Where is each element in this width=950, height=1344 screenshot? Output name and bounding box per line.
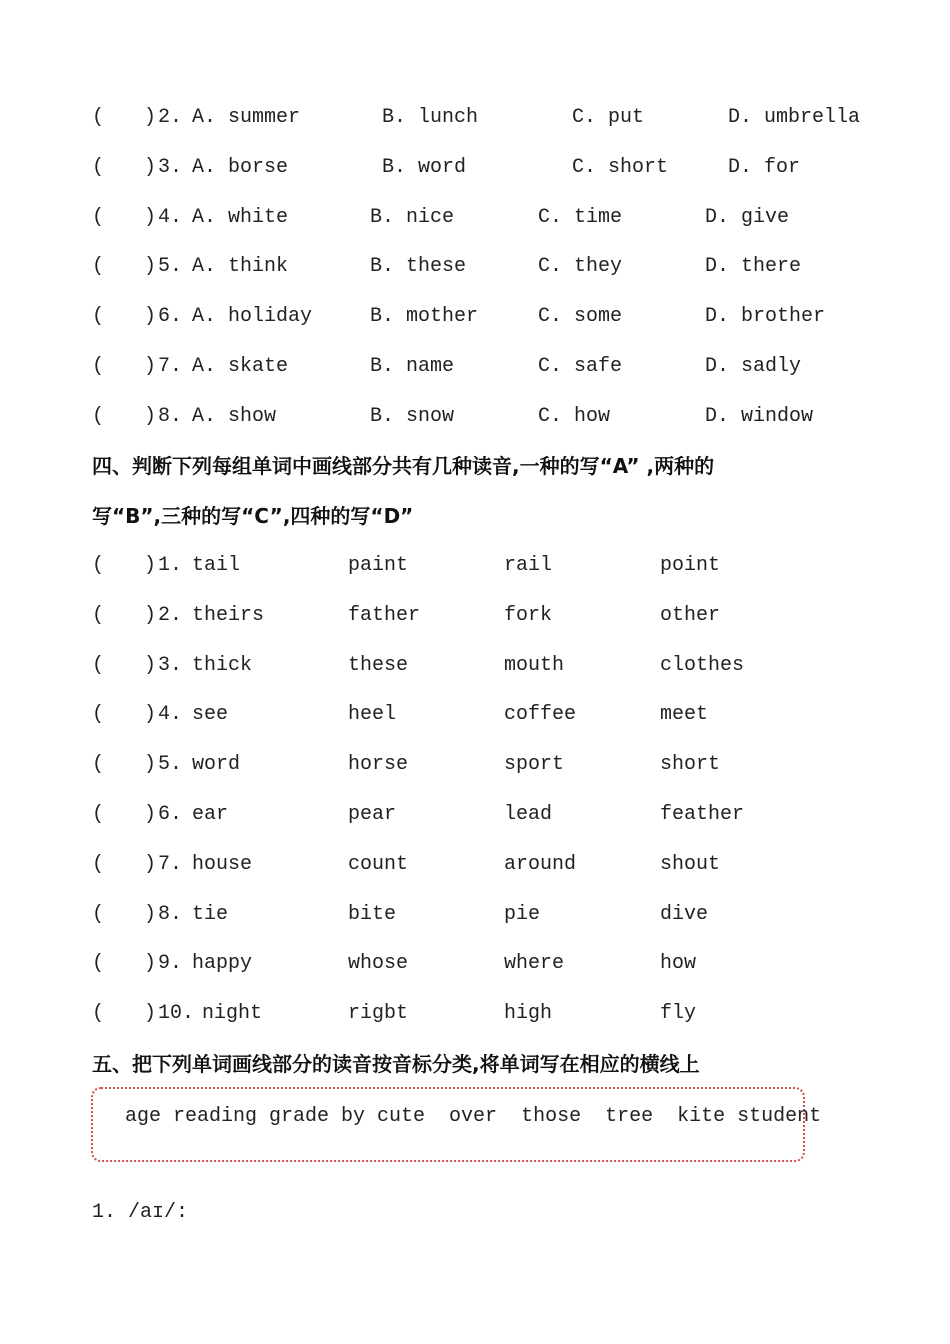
section4-row: [0, 651, 950, 681]
answer-bracket-close: ): [144, 654, 157, 677]
answer-bracket-close: ): [144, 106, 157, 129]
word: word: [192, 753, 241, 776]
word: other: [660, 604, 721, 627]
question-number: 4.: [158, 206, 183, 229]
ipa-item-1: 1. /aɪ/:: [92, 1201, 189, 1224]
word-bank-text: age reading grade by cute over those tree kite student: [125, 1105, 822, 1128]
answer-bracket-open: (: [92, 952, 105, 975]
question-number: 1.: [158, 554, 183, 577]
answer-bracket-open: (: [92, 355, 105, 378]
option-d: D. give: [705, 206, 790, 229]
word: how: [660, 952, 697, 975]
word: night: [202, 1002, 263, 1025]
word: happy: [192, 952, 253, 975]
answer-bracket-open: (: [92, 1002, 105, 1025]
answer-bracket-open: (: [92, 703, 105, 726]
answer-bracket-open: (: [92, 405, 105, 428]
option-c: C. how: [538, 405, 611, 428]
answer-bracket-close: ): [144, 156, 157, 179]
option-c: C. safe: [538, 355, 623, 378]
answer-bracket-open: (: [92, 654, 105, 677]
word: fly: [660, 1002, 697, 1025]
section4-row: [0, 900, 950, 930]
question-number: 8.: [158, 903, 183, 926]
section3-row: [0, 203, 950, 233]
option-b: B. snow: [370, 405, 455, 428]
word: theirs: [192, 604, 265, 627]
word: rail: [504, 554, 553, 577]
word: feather: [660, 803, 745, 826]
word: clothes: [660, 654, 745, 677]
section4-row: [0, 999, 950, 1029]
word: around: [504, 853, 577, 876]
option-a: A. think: [192, 255, 289, 278]
option-d: D. there: [705, 255, 802, 278]
word: bite: [348, 903, 397, 926]
option-a: A. borse: [192, 156, 289, 179]
answer-bracket-open: (: [92, 604, 105, 627]
section4-row: [0, 700, 950, 730]
word: where: [504, 952, 565, 975]
section4-row: [0, 850, 950, 880]
word: these: [348, 654, 409, 677]
option-a: A. show: [192, 405, 277, 428]
question-number: 6.: [158, 803, 183, 826]
option-c: C. time: [538, 206, 623, 229]
answer-bracket-open: (: [92, 156, 105, 179]
word: shout: [660, 853, 721, 876]
answer-bracket-close: ): [144, 305, 157, 328]
section5-heading: 五、把下列单词画线部分的读音按音标分类,将单词写在相应的横线上: [92, 1052, 700, 1076]
answer-bracket-open: (: [92, 753, 105, 776]
section4-heading-line1: 四、判断下列每组单词中画线部分共有几种读音,一种的写“A” ,两种的: [92, 454, 715, 478]
question-number: 8.: [158, 405, 183, 428]
question-number: 5.: [158, 753, 183, 776]
answer-bracket-close: ): [144, 1002, 157, 1025]
question-number: 9.: [158, 952, 183, 975]
section3-row: [0, 352, 950, 382]
section4-row: [0, 800, 950, 830]
word: short: [660, 753, 721, 776]
option-a: A. white: [192, 206, 289, 229]
question-number: 10.: [158, 1002, 195, 1025]
word: horse: [348, 753, 409, 776]
question-number: 4.: [158, 703, 183, 726]
option-b: B. these: [370, 255, 467, 278]
answer-bracket-close: ): [144, 903, 157, 926]
word: mouth: [504, 654, 565, 677]
section4-row: [0, 601, 950, 631]
question-number: 2.: [158, 106, 183, 129]
question-number: 3.: [158, 156, 183, 179]
answer-bracket-open: (: [92, 106, 105, 129]
answer-bracket-close: ): [144, 355, 157, 378]
word: tie: [192, 903, 229, 926]
word: dive: [660, 903, 709, 926]
section4-heading-line2: 写“B”,三种的写“C”,四种的写“D”: [92, 504, 414, 528]
word: father: [348, 604, 421, 627]
word: high: [504, 1002, 553, 1025]
section3-row: [0, 402, 950, 432]
word: fork: [504, 604, 553, 627]
section4-row: [0, 551, 950, 581]
word: meet: [660, 703, 709, 726]
answer-bracket-close: ): [144, 703, 157, 726]
answer-bracket-close: ): [144, 604, 157, 627]
option-b: B. lunch: [382, 106, 479, 129]
option-c: C. they: [538, 255, 623, 278]
section3-row: [0, 103, 950, 133]
option-a: A. summer: [192, 106, 301, 129]
section3-row: [0, 252, 950, 282]
answer-bracket-close: ): [144, 255, 157, 278]
answer-bracket-close: ): [144, 405, 157, 428]
option-b: B. name: [370, 355, 455, 378]
word: sport: [504, 753, 565, 776]
word: lead: [504, 803, 553, 826]
question-number: 7.: [158, 355, 183, 378]
word: count: [348, 853, 409, 876]
section3-row: [0, 302, 950, 332]
option-d: D. sadly: [705, 355, 802, 378]
option-b: B. nice: [370, 206, 455, 229]
word: paint: [348, 554, 409, 577]
option-d: D. for: [728, 156, 801, 179]
word: see: [192, 703, 229, 726]
word: house: [192, 853, 253, 876]
answer-bracket-close: ): [144, 206, 157, 229]
section3-row: [0, 153, 950, 183]
question-number: 6.: [158, 305, 183, 328]
option-b: B. word: [382, 156, 467, 179]
answer-bracket-open: (: [92, 853, 105, 876]
question-number: 3.: [158, 654, 183, 677]
option-d: D. window: [705, 405, 814, 428]
question-number: 5.: [158, 255, 183, 278]
word: pear: [348, 803, 397, 826]
word: point: [660, 554, 721, 577]
answer-bracket-open: (: [92, 554, 105, 577]
answer-bracket-open: (: [92, 803, 105, 826]
option-a: A. skate: [192, 355, 289, 378]
word: thick: [192, 654, 253, 677]
answer-bracket-close: ): [144, 803, 157, 826]
section4-row: [0, 750, 950, 780]
option-c: C. short: [572, 156, 669, 179]
word: coffee: [504, 703, 577, 726]
word: pie: [504, 903, 541, 926]
option-b: B. mother: [370, 305, 479, 328]
answer-bracket-close: ): [144, 753, 157, 776]
answer-bracket-close: ): [144, 952, 157, 975]
question-number: 7.: [158, 853, 183, 876]
section4-row: [0, 949, 950, 979]
question-number: 2.: [158, 604, 183, 627]
word: whose: [348, 952, 409, 975]
answer-bracket-open: (: [92, 206, 105, 229]
answer-bracket-open: (: [92, 255, 105, 278]
answer-bracket-close: ): [144, 853, 157, 876]
option-d: D. brother: [705, 305, 826, 328]
word: ear: [192, 803, 229, 826]
word: tail: [192, 554, 241, 577]
word: rigbt: [348, 1002, 409, 1025]
option-d: D. umbrella: [728, 106, 861, 129]
word: heel: [348, 703, 397, 726]
option-a: A. holiday: [192, 305, 313, 328]
answer-bracket-open: (: [92, 305, 105, 328]
answer-bracket-open: (: [92, 903, 105, 926]
option-c: C. some: [538, 305, 623, 328]
option-c: C. put: [572, 106, 645, 129]
answer-bracket-close: ): [144, 554, 157, 577]
